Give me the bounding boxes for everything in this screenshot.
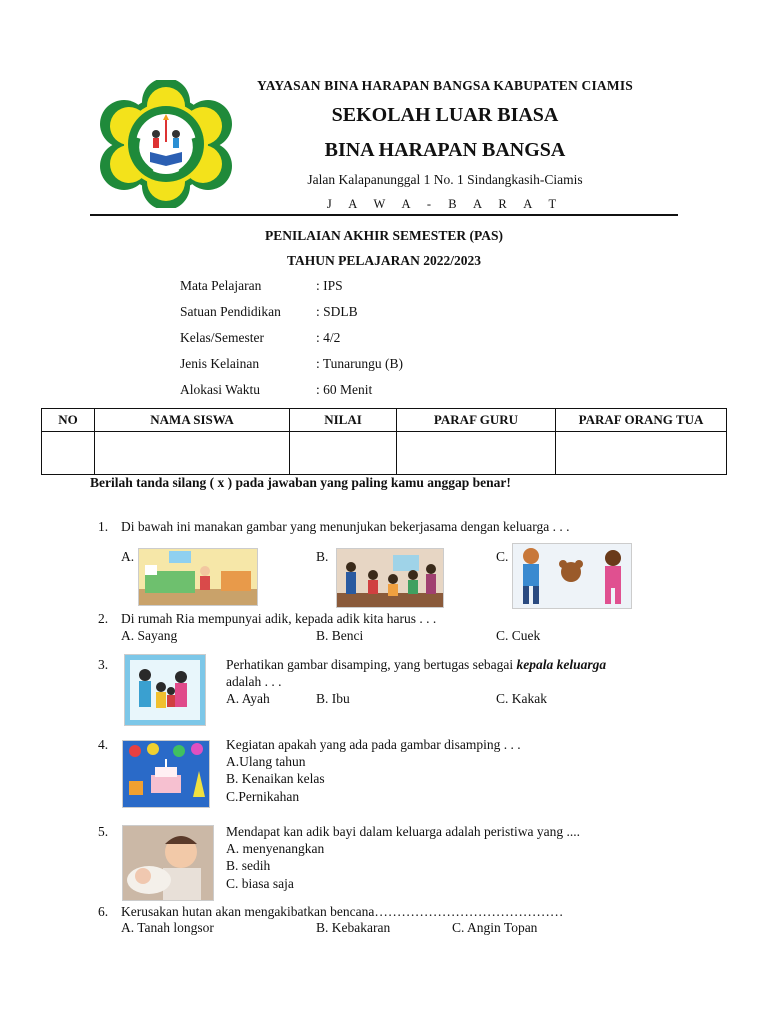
question-4-text: Kegiatan apakah yang ada pada gambar disamping . . .: [226, 737, 521, 752]
school-address: Jalan Kalapanunggal 1 No. 1 Sindangkasih-Ciamis: [307, 172, 583, 187]
cell-student-name[interactable]: [95, 432, 290, 475]
info-label: Jenis Kelainan: [180, 356, 260, 371]
table-header-no: NO: [42, 409, 95, 432]
question-number: 3.: [98, 657, 109, 672]
school-province: J A W A - B A R A T: [326, 197, 564, 211]
table-header-name: NAMA SISWA: [95, 409, 290, 432]
question-number: 1.: [98, 519, 109, 534]
info-value: : 60 Menit: [316, 382, 373, 397]
question-number: 2.: [98, 611, 109, 626]
info-label: Kelas/Semester: [180, 330, 264, 345]
header-divider: [90, 214, 678, 216]
table-row: [42, 432, 727, 475]
option-c[interactable]: C.Pernikahan: [226, 789, 300, 804]
score-table: [41, 408, 727, 475]
info-value: : 4/2: [316, 330, 341, 345]
option-b[interactable]: B.: [316, 549, 329, 564]
school-name-line2: BINA HARAPAN BANGSA: [324, 139, 566, 161]
family-cooperation-image: [336, 548, 444, 608]
option-b[interactable]: B. Ibu: [316, 691, 350, 706]
exam-title: PENILAIAN AKHIR SEMESTER (PAS): [265, 228, 503, 243]
table-header-teacher-sign: PARAF GURU: [397, 409, 556, 432]
option-b[interactable]: B. Kebakaran: [316, 920, 391, 935]
info-value: : IPS: [316, 278, 343, 293]
birthday-party-image: [122, 740, 210, 808]
question-number: 6.: [98, 904, 109, 919]
option-c[interactable]: C. Cuek: [496, 628, 541, 643]
info-value: : Tunarungu (B): [316, 356, 404, 371]
option-a[interactable]: A. Tanah longsor: [121, 920, 214, 935]
family-portrait-image: [124, 654, 206, 726]
option-a[interactable]: A.: [121, 549, 135, 564]
question-3-text-pre: Perhatikan gambar disamping, yang bertugas sebagai: [226, 657, 517, 672]
cell-no[interactable]: [42, 432, 95, 475]
option-a[interactable]: A. menyenangkan: [226, 841, 325, 856]
question-6-text: Kerusakan hutan akan mengakibatkan bencana……………………………………: [121, 904, 564, 919]
info-label: Alokasi Waktu: [180, 382, 261, 397]
cell-teacher-sign[interactable]: [397, 432, 556, 475]
question-5-text: Mendapat kan adik bayi dalam keluarga adalah peristiwa yang ....: [226, 824, 580, 839]
foundation-name: YAYASAN BINA HARAPAN BANGSA KABUPATEN CIAMIS: [257, 78, 633, 93]
table-header-parent-sign: PARAF ORANG TUA: [556, 409, 727, 432]
option-b[interactable]: B. Kenaikan kelas: [226, 771, 325, 786]
question-3-text: [226, 657, 606, 673]
question-3-emphasis: kepala keluarga: [516, 657, 607, 672]
cell-score[interactable]: [290, 432, 397, 475]
option-a[interactable]: A.Ulang tahun: [226, 754, 306, 769]
question-number: 5.: [98, 824, 109, 839]
option-a[interactable]: A. Sayang: [121, 628, 178, 643]
option-b[interactable]: B. sedih: [226, 858, 271, 873]
option-b[interactable]: B. Benci: [316, 628, 364, 643]
baby-sibling-image: [122, 825, 214, 901]
option-c[interactable]: C.: [496, 549, 509, 564]
option-c[interactable]: C. biasa saja: [226, 876, 294, 891]
info-label: Satuan Pendidikan: [180, 304, 281, 319]
instruction: Berilah tanda silang ( x ) pada jawaban yang paling kamu anggap benar!: [90, 475, 511, 490]
option-c[interactable]: C. Kakak: [496, 691, 547, 706]
info-label: Mata Pelajaran: [180, 278, 262, 293]
school-name-line1: SEKOLAH LUAR BIASA: [331, 104, 559, 126]
question-1-text: Di bawah ini manakan gambar yang menunjukan bekerjasama dengan keluarga . . .: [121, 519, 570, 534]
cell-parent-sign[interactable]: [556, 432, 727, 475]
info-value: : SDLB: [316, 304, 358, 319]
bedroom-tidying-image: [138, 548, 258, 606]
kids-fighting-toy-image: [512, 543, 632, 609]
exam-year: TAHUN PELAJARAN 2022/2023: [286, 253, 481, 268]
question-2-text: Di rumah Ria mempunyai adik, kepada adik kita harus . . .: [121, 611, 437, 626]
question-3-text-cont: adalah . . .: [226, 674, 282, 689]
option-c[interactable]: C. Angin Topan: [452, 920, 538, 935]
table-header-score: NILAI: [290, 409, 397, 432]
question-number: 4.: [98, 737, 109, 752]
option-a[interactable]: A. Ayah: [226, 691, 270, 706]
